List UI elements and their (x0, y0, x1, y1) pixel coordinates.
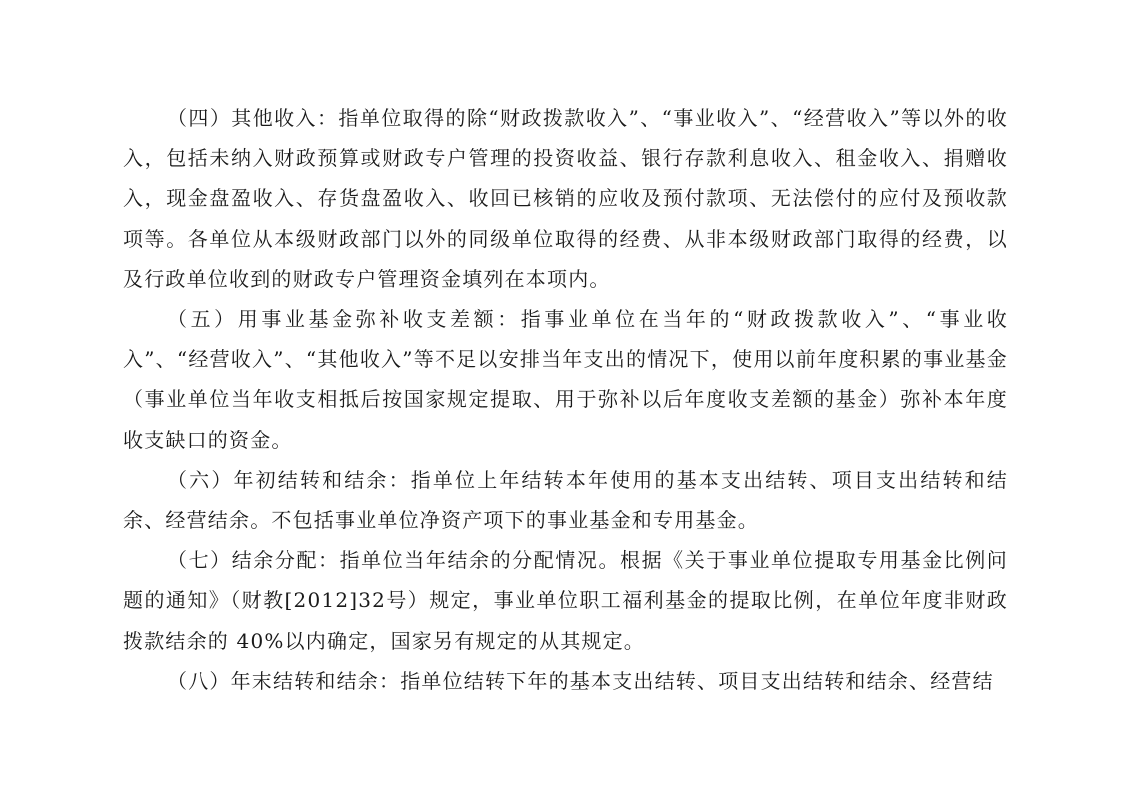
paragraph-closing-balance: （八）年末结转和结余：指单位结转下年的基本支出结转、项目支出结转和结余、经营结 (167, 668, 994, 693)
paragraph-other-income: （四）其他收入：指单位取得的除“财政拨款收入”、“事业收入”、“经营收入”等以外的收入，包括未纳入财政预算或财政专户管理的投资收益、银行存款利息收入、租金收入、捐赠收入，现金盘盈收入、存货盘盈收入、收回已核销的应收及预付款项、无法偿付的应付及预收款项等。各单位从本级财政部门以外的同级单位取得的经费、从非本级财政部门取得的经费，以及行政单位收到的财政专户管理资金填列在本项内。 (123, 106, 1008, 291)
paragraph-surplus-distribution: （七）结余分配：指单位当年结余的分配情况。根据《关于事业单位提取专用基金比例问题的通知》（财教[2012]32号）规定，事业单位职工福利基金的提取比例，在单位年度非财政拨款结余的 40%以内确定，国家另有规定的从其规定。 (123, 548, 1008, 653)
paragraph-fund-offset: （五）用事业基金弥补收支差额：指事业单位在当年的“财政拨款收入”、“事业收入”、“经营收入”、“其他收入”等不足以安排当年支出的情况下，使用以前年度积累的事业基金（事业单位当年收支相抵后按国家规定提取、用于弥补以后年度收支差额的基金）弥补本年度收支缺口的资金。 (123, 307, 1008, 452)
document-page (123, 98, 1008, 701)
paragraph-opening-balance: （六）年初结转和结余：指单位上年结转本年使用的基本支出结转、项目支出结转和结余、经营结余。不包括事业单位净资产项下的事业基金和专用基金。 (123, 467, 1008, 533)
